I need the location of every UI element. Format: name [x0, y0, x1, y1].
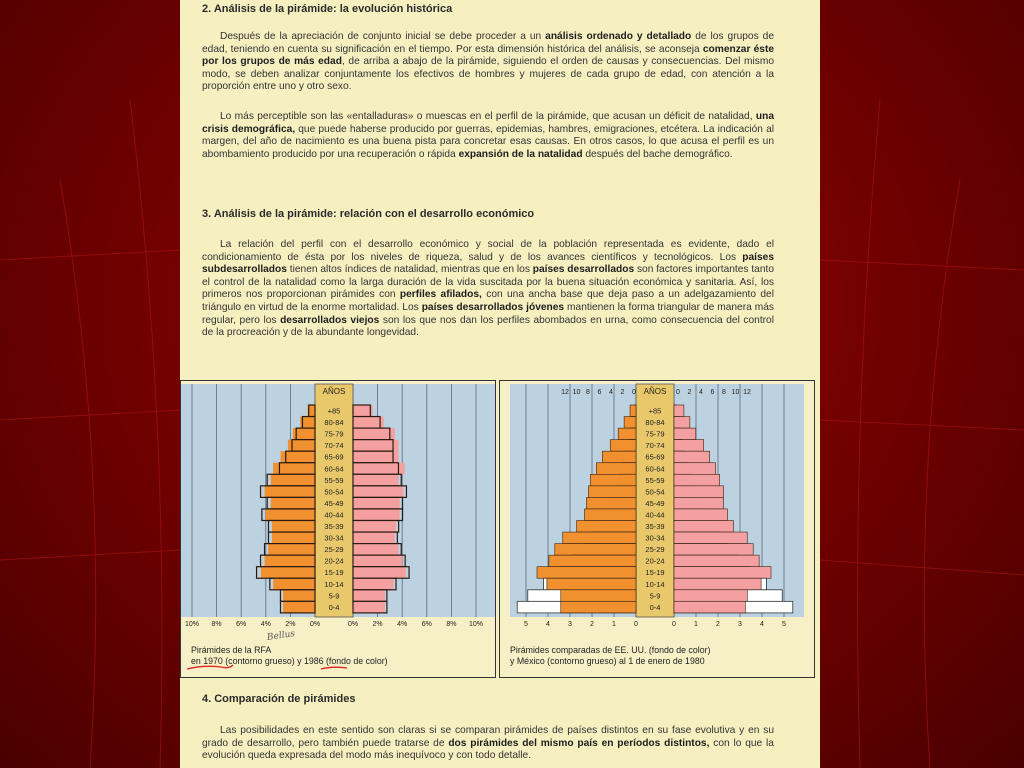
text-run: son factores importantes tanto el control de la natalidad como la larga duración de la vida suscitada por la buena situación económica y sanitaria. Así, los primeros nos proporcionan pirámides con [202, 264, 775, 301]
male-bar [268, 544, 315, 556]
usa-male-bar [590, 474, 636, 486]
usa-male-bar [624, 417, 636, 429]
figure2-caption-line2: y México (contorno grueso) al 1 de enero de 1980 [510, 656, 705, 666]
top-tick-left: 8 [586, 389, 590, 396]
usa-male-bar [547, 578, 636, 590]
usa-male-bar [618, 428, 636, 440]
female-bar [353, 567, 406, 579]
text-run: son los que nos dan los perfiles abombados en urna, como consecuencia del control de la procreación y de la abundante longevidad. [202, 314, 774, 339]
usa-male-bar [588, 486, 636, 498]
bottom-tick-right: 3 [738, 621, 742, 628]
age-label: 20-24 [645, 556, 665, 566]
bold-run: desarrollados viejos [280, 314, 380, 326]
bottom-tick-left: 0 [634, 621, 638, 628]
male-bar [271, 474, 315, 486]
usa-male-bar [630, 405, 636, 417]
top-tick-left: 4 [609, 389, 613, 396]
age-label: +85 [327, 406, 341, 416]
age-label: 70-74 [324, 441, 344, 451]
age-label: 30-34 [645, 533, 665, 543]
female-bar [353, 474, 399, 486]
age-label: 80-84 [645, 418, 665, 428]
usa-male-bar [577, 521, 636, 533]
age-label: 45-49 [645, 498, 665, 508]
age-label: 0-4 [649, 602, 661, 612]
age-label: 5-9 [649, 591, 661, 601]
usa-female-bar [674, 451, 710, 463]
female-bar [353, 601, 385, 613]
male-bar [265, 555, 315, 567]
x-tick-left: 8% [211, 621, 222, 628]
section-heading-4: 4. Comparación de pirámides [202, 693, 356, 705]
bottom-tick-left: 5 [524, 621, 528, 628]
top-tick-left: 0 [632, 389, 636, 396]
age-label: 50-54 [645, 487, 665, 497]
bottom-tick-left: 2 [590, 621, 594, 628]
top-tick-right: 4 [699, 389, 703, 396]
x-tick-right: 2% [372, 621, 383, 628]
bold-run: países desarrollados [532, 264, 635, 276]
section-heading-2: 2. Análisis de la pirámide: la evolución histórica [202, 3, 453, 15]
x-tick-right: 8% [446, 621, 457, 628]
age-label: 30-34 [324, 533, 344, 543]
usa-male-bar [561, 590, 636, 602]
female-bar [353, 509, 400, 521]
usa-female-bar [674, 578, 761, 590]
text-run: Después de la apreciación de conjunto inicial se debe proceder a un [220, 31, 546, 42]
male-bar [266, 509, 315, 521]
x-tick-right: 0% [347, 621, 359, 628]
usa-female-bar [674, 463, 716, 475]
age-label: 10-14 [645, 579, 665, 589]
text-run: después del bache demográfico. [582, 148, 733, 160]
text-run: con una ancha base que deja paso a un adelgazamiento del triángulo en virtud de la enorme mortalidad. Los [202, 289, 774, 313]
female-bar [353, 544, 399, 556]
age-label: 35-39 [324, 522, 344, 531]
usa-male-bar [587, 497, 637, 509]
text-run: Lo más perceptible son las «entalladuras» o muescas en el perfil de la pirámide, que acusan un déficit de natalidad, [220, 111, 756, 122]
age-label: 0-4 [328, 602, 340, 612]
bold-run: una crisis demográfica, [202, 111, 774, 135]
usa-male-bar [596, 463, 636, 475]
female-bar [353, 497, 400, 509]
male-bar [283, 601, 315, 613]
female-bar [353, 417, 384, 429]
top-tick-left: 10 [572, 389, 581, 396]
bold-run: países subdesarrollados [202, 251, 774, 276]
bold-run: comenzar éste por los grupos de más edad [202, 43, 775, 68]
male-bar [265, 486, 315, 498]
male-bar [273, 578, 315, 590]
x-tick-right: 10% [468, 621, 484, 628]
usa-female-bar [674, 486, 724, 498]
bold-run: perfiles afilados, [399, 289, 482, 301]
age-label: 70-74 [645, 441, 665, 451]
age-header: AÑOS [322, 387, 346, 396]
usa-female-bar [674, 544, 753, 556]
female-bar [353, 532, 395, 544]
text-run: Las posibilidades en este sentido son claras si se comparan pirámides de países distintos en su fase evolutiva y en su grado de desarrollo, pero también puede tratarse de [202, 725, 774, 749]
usa-male-bar [610, 440, 636, 452]
bottom-tick-left: 3 [568, 621, 572, 628]
bold-run: dos pirámides del mismo país en períodos distintos, [448, 737, 710, 749]
x-tick-left: 2% [285, 621, 296, 628]
text-run: La relación del perfil con el desarrollo económico y social de la población representada es evidente, dado el condicionamiento de ésta por los niveles de riqueza, salud y de los avances científicos y tecnológicos. Los [202, 239, 774, 263]
age-label: 60-64 [324, 464, 344, 474]
usa-male-bar [602, 451, 636, 463]
x-tick-right: 4% [397, 621, 408, 628]
age-label: 55-59 [645, 475, 665, 485]
female-bar [353, 451, 399, 463]
bold-run: análisis ordenado y detallado [545, 31, 692, 42]
female-bar [353, 428, 395, 440]
age-label: 40-44 [324, 510, 344, 520]
text-run: que puede haberse producido por guerras, epidemias, hambres, emigraciones, etcétera. La indicación al margen, del año de nacimiento es una buena pista para concretar esas causas. En otros casos, lo que acusa el perfil es un abombamiento producido por una recuperación o rápida [202, 123, 774, 160]
age-label: 40-44 [645, 510, 665, 520]
age-label: 75-79 [324, 429, 344, 439]
age-label: 25-29 [324, 545, 344, 555]
usa-female-bar [674, 567, 771, 579]
text-run: de los grupos de edad, teniendo en cuenta su significación en el tiempo. Por esta dimensión histórica del análisis, se aconseja [202, 31, 774, 55]
x-tick-left: 6% [236, 621, 247, 628]
usa-female-bar [674, 509, 727, 521]
usa-male-bar [537, 567, 636, 579]
text-run: , de arriba a abajo de la pirámide, siguiendo el orden de causas y consecuencias. Del mismo modo, se deben analizar conjuntamente los efectivos de hombres y mujeres de cada grupo de edad, con atención a la proporción entre uno y otro sexo. [202, 56, 774, 93]
age-label: 55-59 [324, 475, 344, 485]
x-tick-left: 10% [184, 621, 200, 628]
age-label: +85 [648, 406, 662, 416]
usa-female-bar [674, 417, 690, 429]
text-run: mantienen la forma triangular de manera más regular, pero los [202, 301, 774, 326]
male-bar [272, 532, 315, 544]
figure-usa-mexico-pyramids [499, 380, 815, 678]
paragraph-3-1 [202, 239, 774, 340]
rfa-pyramid-chart [181, 381, 495, 677]
top-tick-left: 2 [620, 389, 625, 396]
male-bar [272, 521, 315, 533]
usa-male-bar [585, 509, 636, 521]
usa-female-bar [674, 532, 747, 544]
age-header: AÑOS [643, 387, 667, 396]
top-tick-left: 12 [561, 389, 569, 396]
usa-female-bar [674, 590, 747, 602]
top-tick-right: 10 [731, 389, 740, 396]
age-label: 15-19 [645, 568, 665, 578]
age-label: 15-19 [324, 568, 344, 578]
female-bar [353, 578, 394, 590]
female-bar [353, 521, 396, 533]
figure2-caption-line1: Pirámides comparadas de EE. UU. (fondo de color) [510, 645, 711, 655]
female-bar [353, 555, 402, 567]
section-heading-3: 3. Análisis de la pirámide: relación con el desarrollo económico [202, 208, 535, 220]
age-label: 75-79 [645, 429, 665, 439]
usa-female-bar [674, 440, 704, 452]
age-label: 80-84 [324, 418, 344, 428]
scanned-page [180, 0, 820, 768]
age-label: 20-24 [324, 556, 344, 566]
usa-female-bar [674, 474, 720, 486]
bold-run: países desarrollados jóvenes [421, 301, 565, 313]
age-label: 50-54 [324, 487, 344, 497]
usa-female-bar [674, 555, 759, 567]
female-bar [353, 486, 403, 498]
female-bar [353, 590, 385, 602]
bottom-tick-left: 4 [546, 621, 550, 628]
age-label: 45-49 [324, 498, 344, 508]
usa-male-bar [555, 544, 636, 556]
age-label: 60-64 [645, 464, 665, 474]
usa-female-bar [674, 497, 724, 509]
bottom-tick-right: 2 [716, 621, 720, 628]
top-tick-right: 2 [687, 389, 692, 396]
female-bar [353, 463, 405, 475]
paragraph-4-1 [202, 725, 774, 763]
top-tick-right: 0 [676, 389, 680, 396]
top-tick-right: 6 [710, 389, 715, 396]
x-tick-left: 0% [309, 621, 321, 628]
usa-female-bar [674, 601, 745, 613]
age-label: 35-39 [645, 522, 665, 531]
usa-female-bar [674, 428, 696, 440]
bottom-tick-right: 1 [694, 621, 698, 628]
top-tick-right: 8 [722, 389, 726, 396]
usa-male-bar [563, 532, 636, 544]
figure1-caption-line1: Pirámides de la RFA [191, 645, 272, 655]
usa-male-bar [549, 555, 636, 567]
handwritten-note: Bellus [266, 629, 296, 643]
male-bar [283, 590, 315, 602]
bottom-tick-right: 4 [760, 621, 764, 628]
top-tick-right: 12 [743, 389, 751, 396]
age-label: 25-29 [645, 545, 665, 555]
bold-run: expansión de la natalidad [458, 148, 583, 160]
age-label: 5-9 [328, 591, 340, 601]
age-label: 10-14 [324, 579, 344, 589]
figure1-caption-line2: en 1970 (contorno grueso) y 1986 (fondo de color) [191, 656, 388, 666]
text-run: tienen altos índices de natalidad, mientras que en los [286, 264, 533, 276]
male-bar [271, 497, 315, 509]
bottom-tick-right: 5 [782, 621, 786, 628]
x-tick-left: 4% [260, 621, 271, 628]
usa-male-bar [561, 601, 636, 613]
paragraph-2-2 [202, 111, 774, 161]
age-label: 65-69 [645, 452, 665, 462]
text-run: con lo que la evolución queda expresada del modo más inequívoco y con todo detalle. [202, 737, 774, 762]
figure-rfa-pyramids [180, 380, 496, 678]
x-tick-right: 6% [421, 621, 432, 628]
bottom-tick-left: 1 [612, 621, 616, 628]
paragraph-2-1 [202, 31, 774, 94]
female-bar [353, 440, 399, 452]
age-label: 65-69 [324, 452, 344, 462]
bottom-tick-right: 0 [672, 621, 676, 628]
usa-mexico-pyramid-chart [500, 381, 814, 677]
top-tick-left: 6 [597, 389, 602, 396]
male-bar [261, 567, 315, 579]
usa-female-bar [674, 405, 684, 417]
usa-female-bar [674, 521, 733, 533]
